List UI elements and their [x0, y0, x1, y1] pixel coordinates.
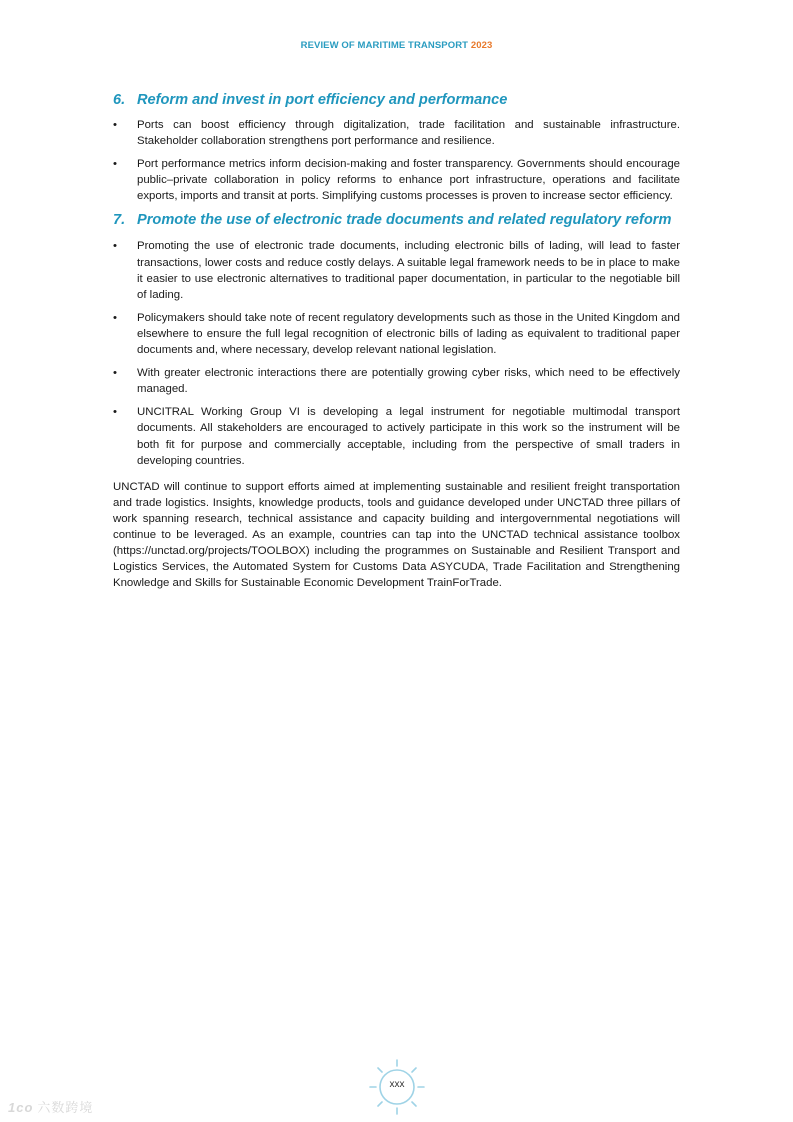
section-7-bullets	[113, 238, 680, 468]
bullet-text: With greater electronic interactions there are potentially growing cyber risks, which need to be effectively managed.	[137, 367, 680, 396]
bullet-item	[113, 156, 680, 204]
bullet-text: Ports can boost efficiency through digitalization, trade facilitation and sustainable infrastructure. Stakeholder collaboration strengthens port performance and resilience.	[137, 119, 680, 148]
bullet-icon: •	[113, 240, 117, 253]
bullet-icon: •	[113, 367, 117, 380]
section-6-heading	[113, 90, 680, 110]
bullet-item	[113, 404, 680, 468]
section-6-bullets	[113, 117, 680, 204]
section-6-title: Reform and invest in port efficiency and performance	[137, 92, 508, 108]
header-year: 2023	[470, 40, 493, 51]
bullet-item	[113, 117, 680, 149]
section-7-number: 7.	[113, 212, 126, 229]
bullet-text: Port performance metrics inform decision-making and foster transparency. Governments should encourage public–private collaboration in policy reforms to enhance port infrastructure, operations and facilitate exports, imports and transit at ports. Simplifying customs processes is proven to increase sector efficiency.	[137, 158, 680, 203]
watermark	[8, 1097, 93, 1116]
section-7-title: Promote the use of electronic trade documents and related regulatory reform	[137, 212, 672, 229]
bullet-icon: •	[113, 158, 117, 171]
bullet-icon: •	[113, 119, 117, 131]
bullet-icon: •	[113, 311, 117, 324]
running-header	[0, 40, 793, 51]
header-title: REVIEW OF MARITIME TRANSPORT	[300, 40, 469, 51]
bullet-text: Policymakers should take note of recent regulatory developments such as those in the United Kingdom and elsewhere to ensure the full legal recognition of electronic bills of lading as equivalent to traditional paper documents and, where necessary, develop relevant national legislation.	[137, 311, 680, 357]
bullet-item	[113, 238, 680, 302]
page-content	[113, 90, 680, 591]
watermark-logo: 1co	[8, 1100, 34, 1115]
bullet-text: Promoting the use of electronic trade documents, including electronic bills of lading, will lead to faster transactions, lower costs and reduce costly delays. A suitable legal framework needs to be in place to make it easier to use electronic alternatives to traditional paper documentation, in particular to the negotiable bill of lading.	[137, 240, 680, 301]
bullet-item	[113, 365, 680, 397]
bullet-icon: •	[113, 406, 117, 419]
bullet-text: UNCITRAL Working Group VI is developing a legal instrument for negotiable multimodal transport documents. All stakeholders are encouraged to actively participate in this work so the instrument will be both fit for purpose and commercially acceptable, including from the perspective of small traders in developing countries.	[137, 406, 680, 467]
watermark-text: 六数跨境	[37, 1100, 94, 1115]
page-number: xxx	[389, 1079, 405, 1090]
section-6-number: 6.	[113, 92, 126, 108]
section-7-heading	[113, 210, 680, 230]
bullet-item	[113, 310, 680, 358]
closing-paragraph: UNCTAD will continue to support efforts aimed at implementing sustainable and resilient freight transportation and trade logistics. Insights, knowledge products, tools and guidance developed under UNCTAD three pillars of work spanning research, technical assistance and capacity building and intergovernmental negotiations will continue to be leveraged. As an example, countries can tap into the UNCTAD technical assistance toolbox (https://unctad.org/projects/TOOLBOX) including the programmes on Sustainable and Resilient Transport and Logistics Services, the Automated System for Customs Data ASYCUDA, Trade Facilitation and Strengthening Knowledge and Skills for Sustainable Economic Development TrainForTrade.	[113, 480, 680, 590]
